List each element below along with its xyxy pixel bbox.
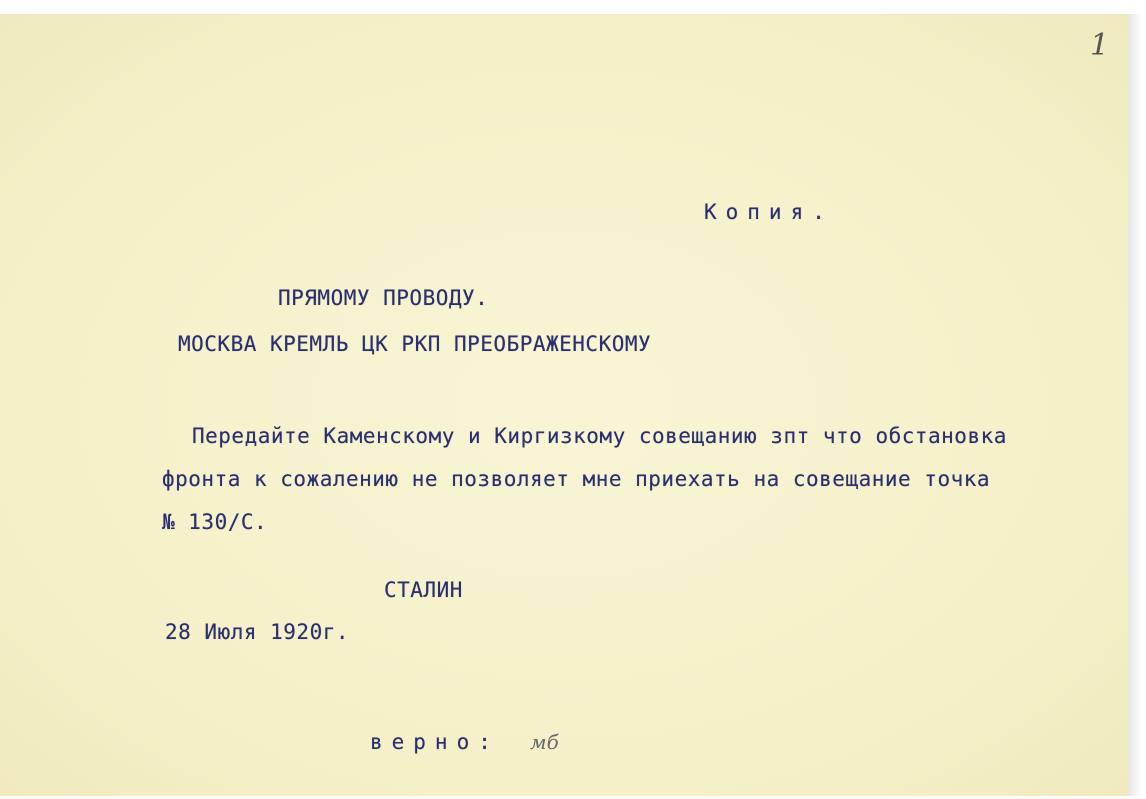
body-line: фронта к сожалению не позволяет мне приехать на совещание точка [162,467,991,491]
direct-line-heading: ПРЯМОМУ ПРОВОДУ. [278,286,489,310]
certification-initials: мб [530,730,559,754]
copy-mark: Копия. [704,200,834,224]
address-line: МОСКВА КРЕМЛЬ ЦК РКП ПРЕОБРАЖЕНСКОМУ [178,332,652,356]
body-line: Передайте Каменскому и Киргизкому совещанию зпт что обстановка [192,424,1007,448]
date-line: 28 Июля 1920г. [165,620,350,644]
page-number: 1 [1090,28,1110,63]
body-line: № 130/С. [162,510,268,534]
certification-label: верно: [370,730,500,754]
document-sheet [0,14,1128,796]
signature: СТАЛИН [384,578,463,602]
